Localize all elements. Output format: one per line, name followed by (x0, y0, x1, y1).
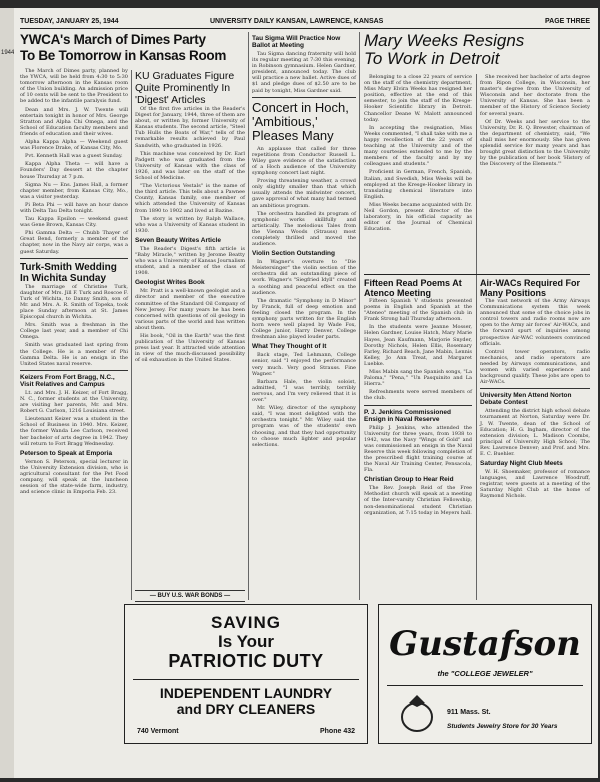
geologist-headline: Geologist Writes Book (135, 279, 205, 287)
concert-headline: Concert in Hoch, 'Ambitious,' Pleases Many (252, 99, 349, 143)
laundry-line-2: and DRY CLEANERS (176, 701, 316, 717)
war-bonds-banner: — BUY U.S. WAR BONDS — (135, 590, 245, 602)
ku-p7: His book, "Oil in the Earth" was the first publication of the University of Kansas press last year. It attracted wide attention in view of the much-discussed possibility of oil exhaustion in the United States. (135, 333, 245, 364)
divider (20, 370, 128, 371)
ku-p2: This machine was conceived by Dr. Earl Padgett who was graduated from the University of Kansas with the class of 1926, and was later on the staff of the School of Medicine. (135, 150, 245, 182)
masthead-paper: UNIVERSITY DAILY KANSAN, LAWRENCE, KANSAS (210, 18, 384, 25)
poems-p3: Miss Mabin sang the Spanish songs, "La Paloma," "Pena," "Un Pasquinito and La Hierra." (364, 369, 472, 388)
weeks-p2: In accepting the resignation, Miss Weeks commented, "I shall take with me a happy recollection of the 22 years of teaching at the University and of the many courtesies extended to me by the members of the faculty and by my colleagues and students." (364, 124, 472, 168)
weeks-p4: Miss Weeks became acquainted with Dr. Neil Gordon, present director of the laboratory, in his official capacity as editor of the Journal of Chemical Education. (364, 201, 472, 233)
column-rule (131, 70, 132, 600)
strip-number: 1944 (1, 50, 15, 56)
debate-p3: Attending the district high school debate tournament at Norton, Saturday were Dr. J. W. Twente, dean of the School of Education; H. G. Ingham, director of the extension division; L. Madison Coombs, principal of University High School; The Rev. Lawrence Denver; and Prof. and Mrs. E. C. Buehler. (480, 408, 590, 457)
airwacs-p2: Control tower operators, radio mechanics, and radio operators are needed by Airways communications, and women with varied experience and background qualify. These jobs are open to Air-WACs. (480, 348, 590, 386)
gustafson-tagline: the "COLLEGE JEWELER" (437, 669, 533, 678)
laundry-address: 740 Vermont (137, 728, 179, 735)
turk-p12: Smith was graduated last spring from the College. He is a member of Phi Gamma Delta. He is an ensign in the United States naval reserve. (20, 342, 128, 367)
christian-p6: The Rev. Joseph Reid of the Free Methodist church will speak at a meeting of the Inter-varsity Christian Fellowship, non-denominational student Christian organization, at 7:15 today in Meyers hall. (364, 485, 472, 516)
violin-headline: Violin Section Outstanding (252, 250, 335, 258)
turk-p11: Mrs. Smith was a freshman in the College last year, and a member of Chi Omega. (20, 322, 128, 341)
air-wacs-headline: Air-WACs Required For Many Positions (480, 278, 581, 298)
poems-p4: Refreshments were served members of the club. (364, 389, 472, 402)
concert-p6: The dramatic "Symphony in D Minor" by Franck, full of deep emotion and feeling closed the program. In the symphony parts written for the English horn were well played by Wade Fox, College junior, Harry Denver, College freshman also played louder parts. (252, 297, 356, 341)
gustafson-ad (378, 604, 592, 744)
laundry-phone: Phone 432 (319, 728, 355, 735)
saving-line-3: PATRIOTIC DUTY (168, 651, 324, 671)
debate-headline: University Men Attend Norton Debate Contest (480, 392, 572, 407)
tau-sigma-headline: Tau Sigma Will Practice Now Ballot at Meeting (252, 35, 341, 49)
concert-p3: Proving threatening weather, a crowd only slightly smaller than that which usually attends the midwinter concert, gave approval of what many had termed an ambitious program. (252, 178, 356, 209)
concert-p7: Back stage, Ted Lehmann, College senior, said "I enjoyed the performance very much. Very good Strauss. Fine Wagner." (252, 352, 356, 377)
divider (364, 405, 472, 406)
emporia-p15: Vernon S. Peterson, special lecturer in the University Extension division, who is agricultural consultant for the Pet Food company, will speak at the luncheon session of the state-wide farm, industry, and science clinic in Emporia Feb. 23. (20, 458, 128, 496)
social-p6: Sigma Nu — Ens. James Hall, a former chapter member, from Kansas City, Mo., was a visitor yesterday. (20, 181, 128, 200)
column-5-lower (480, 278, 590, 600)
column-rule (476, 74, 477, 600)
column-rule (248, 32, 249, 600)
ad-divider (133, 679, 359, 680)
mary-weeks-col-b (480, 74, 590, 272)
fifteen-poems-headline: Fifteen Read Poems At Atenco Meeting (364, 278, 462, 298)
ku-p4: The story is written by Ralph Wallace, who was a University of Kansas student in 1930. (135, 215, 245, 234)
column-3 (252, 32, 356, 600)
jewel-icon (395, 693, 439, 735)
social-p7: Pi Beta Phi — will have an hour dance with Delta Tau Delta tonight. (20, 201, 128, 214)
keizers-p13: Lt. and Mrs. J. H. Keizer, of Fort Bragg, N. C., former students at the University, are visiting her parents, Mr. and Mrs. Robert G. Carlson, 1216 Louisiana street. (20, 389, 128, 415)
masthead-date: TUESDAY, JANUARY 25, 1944 (20, 18, 119, 25)
saturday-club-headline: Saturday Night Club Meets (480, 460, 563, 468)
poems-p2: In the students were Jeanne Mosser, Helen Gardner, Louise Hatch, Mary Marie Hayes, Jean Kaufmann, Marjorie Snyder, Dorothy Nichols, Helen Ellis, Rosemary Farley, Richard Beach, Jane Mabin, Lennis Kelley, Jo Ann Treat, and Margaret Luebke. (364, 324, 472, 367)
weeks-p5: She received her bachelor of arts degree from Ripon College, in Wisconsin, her master's degree from the University of Wisconsin and her doctorate from the University of Kansas. She has been a member of the History of Science Society for several years. (480, 74, 590, 117)
ywca-headline-1: YWCA's March of Dimes Party (20, 32, 206, 47)
concert-p2: An applause that called for three repetitions from Conductor Russell L. Wiley gave evidence of the satisfaction of a Hoch audience of the University symphony concert last night. (252, 145, 356, 177)
concert-p4: The orchestra handled its program of symphonic works skillfully and artistically. The melodious Tales from the Vienna Woods (Strauss) most completely thrilled and moved the audience. (252, 210, 356, 248)
what-thought-headline: What They Thought of It (252, 343, 327, 351)
ku-p3: "The Victorious Vestals" is the name of the third article. This tells about a Pawnee County, Kansas family, one member of which attended the University of Kansas from 1890 to 1902 and lived at Bazine. (135, 183, 245, 214)
ywca-headline-2: To Be Tomorrow in Kansas Room (20, 48, 227, 63)
social-p4: Pvt. Kenneth Hall was a guest Sunday. (25, 153, 123, 160)
divider (480, 388, 590, 389)
ku-p1: Of the first five articles in the Reader's Digest for January, 1944, three of them are about, or written by, former University of Kansas students. The second article, "Steel Tub Hulls the Boats of War," tells of the remarkable results achieved by Paul Sandwith, who graduated in 1926. (135, 106, 245, 149)
social-p5: Kappa Alpha Theta — will have a Founders' Day dessert at the chapter house Thursday at 7 p.m. (20, 161, 128, 180)
jenkins-headline: P. J. Jenkins Commissioned Ensign in Naval Reserve (364, 408, 451, 423)
saving-laundry-ad (124, 604, 368, 744)
concert-p9: Mr. Wiley, director of the symphony said, "I was most delighted with the orchestra tonight." Mr. Wiley said the program was of the students' own choosing, and that they had opportunity to choose much lighter and popular selections. (252, 405, 356, 448)
turk-smith-headline: Turk-Smith Wedding In Wichita Sunday (20, 261, 117, 284)
concert-p5: In Wagner's overture to "Die Meistersinger" the violin section of the orchestra did an outstanding piece of work. Wagner's "Siegfried Idyll" created a soothing and peaceful effect on the audience. (252, 259, 356, 296)
ywca-p1: The March of Dimes party, planned by the YWCA, will be held from 4:30 to 5:30 tomorrow afternoon in the Kansas room of the Union building. An admission price of 10 cents will be sent to the President to be added to the infantile paralysis fund. (20, 68, 128, 105)
divider (252, 97, 356, 98)
ku-graduates-headline: KU Graduates Figure Quite Prominently In 'Digest' Articles (135, 70, 235, 106)
ad-divider (387, 685, 583, 686)
airwacs-p1: The vast network of the Army Airways Communications system this week announced that some of the choice jobs in control towers and radio rooms now are open to the Army air forces' Air-WACs, and the forward spurt of inquiries among prospective Air-WAC volunteers convinced officials. (480, 298, 590, 347)
tau-p1: Tau Sigma dancing fraternity will hold its regular meeting at 7:30 this evening, in Robinson gymnasium. Helen Gardner, president, announced today. The club will practice a new ballet. Active dues of $1 and pledge dues of $2.50 are to be paid by tonight, Miss Gardner said. (252, 51, 356, 94)
mary-weeks-headline-box (364, 32, 590, 72)
keizers-headline: Keizers From Fort Bragg, N.C., Visit Relatives and Campus (20, 373, 115, 388)
laundry-line-1: INDEPENDENT LAUNDRY (159, 685, 333, 701)
christian-headline: Christian Group to Hear Reid (364, 476, 454, 484)
gustafson-logo: Gustafson (389, 624, 581, 664)
column-rule (359, 32, 360, 600)
weeks-p6: Of Dr. Weeks and her service to the University, Dr. R. Q. Brewster, chairman of the department of chemistry, said, "We shall miss her enormously. She has given splendid service for many years and has brought great distinction to the University by the publication of her book 'History of the Discovery of the Elements.'" (480, 118, 590, 168)
keizers-p14: Lieutenant Keizer was a student in the School of Business in 1940. Mrs. Keizer, the former Wanda Lee Carlson, received her bachelor of arts degree in 1942. They will return to Fort Bragg Wednesday. (20, 416, 128, 447)
weeks-p1: Belonging to a close 22 years of service on the staff of the chemistry department, Miss Mary Elvira Weeks has resigned her position, effective at the end of this semester, to join the staff of the Kresge-Hooker Scientific library in Detroit. Chancellor Deane W. Malott announced today. (364, 74, 472, 123)
mary-weeks-col-a (364, 74, 472, 272)
masthead-page: PAGE THREE (545, 18, 590, 25)
turk-p10: The marriage of Christine Turk, daughter of Mrs. Jill F. Turk and Roscoe F. Turk of Wichita, to Danny Smith, son of Mr. and Mrs. A. R. Smith of Topeka, took place Sunday afternoon at St. James Episcopal church in Wichita. (20, 283, 128, 321)
column-2 (135, 70, 245, 590)
gustafson-address: 911 Mass. St. (447, 709, 491, 716)
ywca-p2: Dean and Mrs. J. W. Twente will entertain tonight in honor of Mrs. George Stratton and Alpha Chi Omega, and the School of Education faculty members and friends of education and their wives. (20, 106, 128, 137)
social-p3: Alpha Kappa Alpha — Weekend guest was Florence Drake, of Kansas City, Mo. (20, 139, 128, 152)
newspaper-page (14, 8, 598, 778)
poems-p1: Fifteen Spanish V students presented poems in English and Spanish at the "Ateneo" meeting of the Spanish club in Frank Strong hall Thursday afternoon. (364, 298, 472, 323)
adjacent-page-strip (0, 8, 14, 778)
gustafson-slogan: Students Jewelry Store for 30 Years (447, 723, 558, 730)
mary-weeks-headline-1: Mary Weeks Resigns (364, 31, 525, 50)
divider (20, 258, 128, 259)
social-p9: Phi Gamma Delta — Chubb Thayer of Great Bend, formerly a member of the chapter, now in the Navy air corps, was a guest Saturday. (20, 230, 128, 255)
weeks-p3: Proficient in German, French, Spanish, Italian, and Swedish, Miss Weeks will be employed at the Kresge-Hooker library in translating chemical literature into English. (364, 169, 472, 200)
column-4-lower (364, 278, 472, 600)
column-1-body (20, 68, 128, 598)
divider (364, 274, 590, 275)
social-p8: Tau Kappa Epsilon — weekend guest was Gene Brown, Kansas City. (20, 216, 128, 229)
saturday-p4: W. H. Shoemaker, professor of romance languages, and Lawrence Woodruff, registrar, were guests at a meeting of the Saturday Night Club at the home of Raymond Nichols. (480, 469, 590, 500)
ywca-headline-1-wide (20, 32, 250, 52)
saving-line-2: Is Your (217, 632, 275, 651)
seven-headline: Seven Beauty Writes Article (135, 236, 221, 244)
mary-weeks-headline-2: To Work in Detroit (364, 49, 500, 68)
ku-p5: The Reader's Digest's fifth article is "Baby Miracle," written by Jerome Beatty who was a University of Kansas Journalism student, and a member of the class of 1908. (135, 245, 245, 277)
emporia-headline: Peterson to Speak at Emporia (20, 449, 113, 457)
jenkins-p5: Philip J. Jenkins, who attended the University for three years, from 1938 to 1942, was the Navy "Wings of Gold" and was commissioned an ensign in the Naval Reserve this week following completion of the prescribed flight training course at the Naval Air Training Center, Pensacola, Fla. (364, 424, 472, 474)
concert-p8: Barbara Hale, the violin soloist, admitted, "I was terribly, terribly nervous, and I'm very relieved that it is over." (252, 378, 356, 404)
saving-line-1: SAVING (211, 613, 281, 632)
ku-p6: Mr. Pratt is a well-known geologist and a director and member of the executive committee of the Standard Oil Company of New Jersey. For many years he has been concerned with questions of oil geology in various parts of the world and has written about them. (135, 288, 245, 331)
masthead (20, 16, 590, 29)
